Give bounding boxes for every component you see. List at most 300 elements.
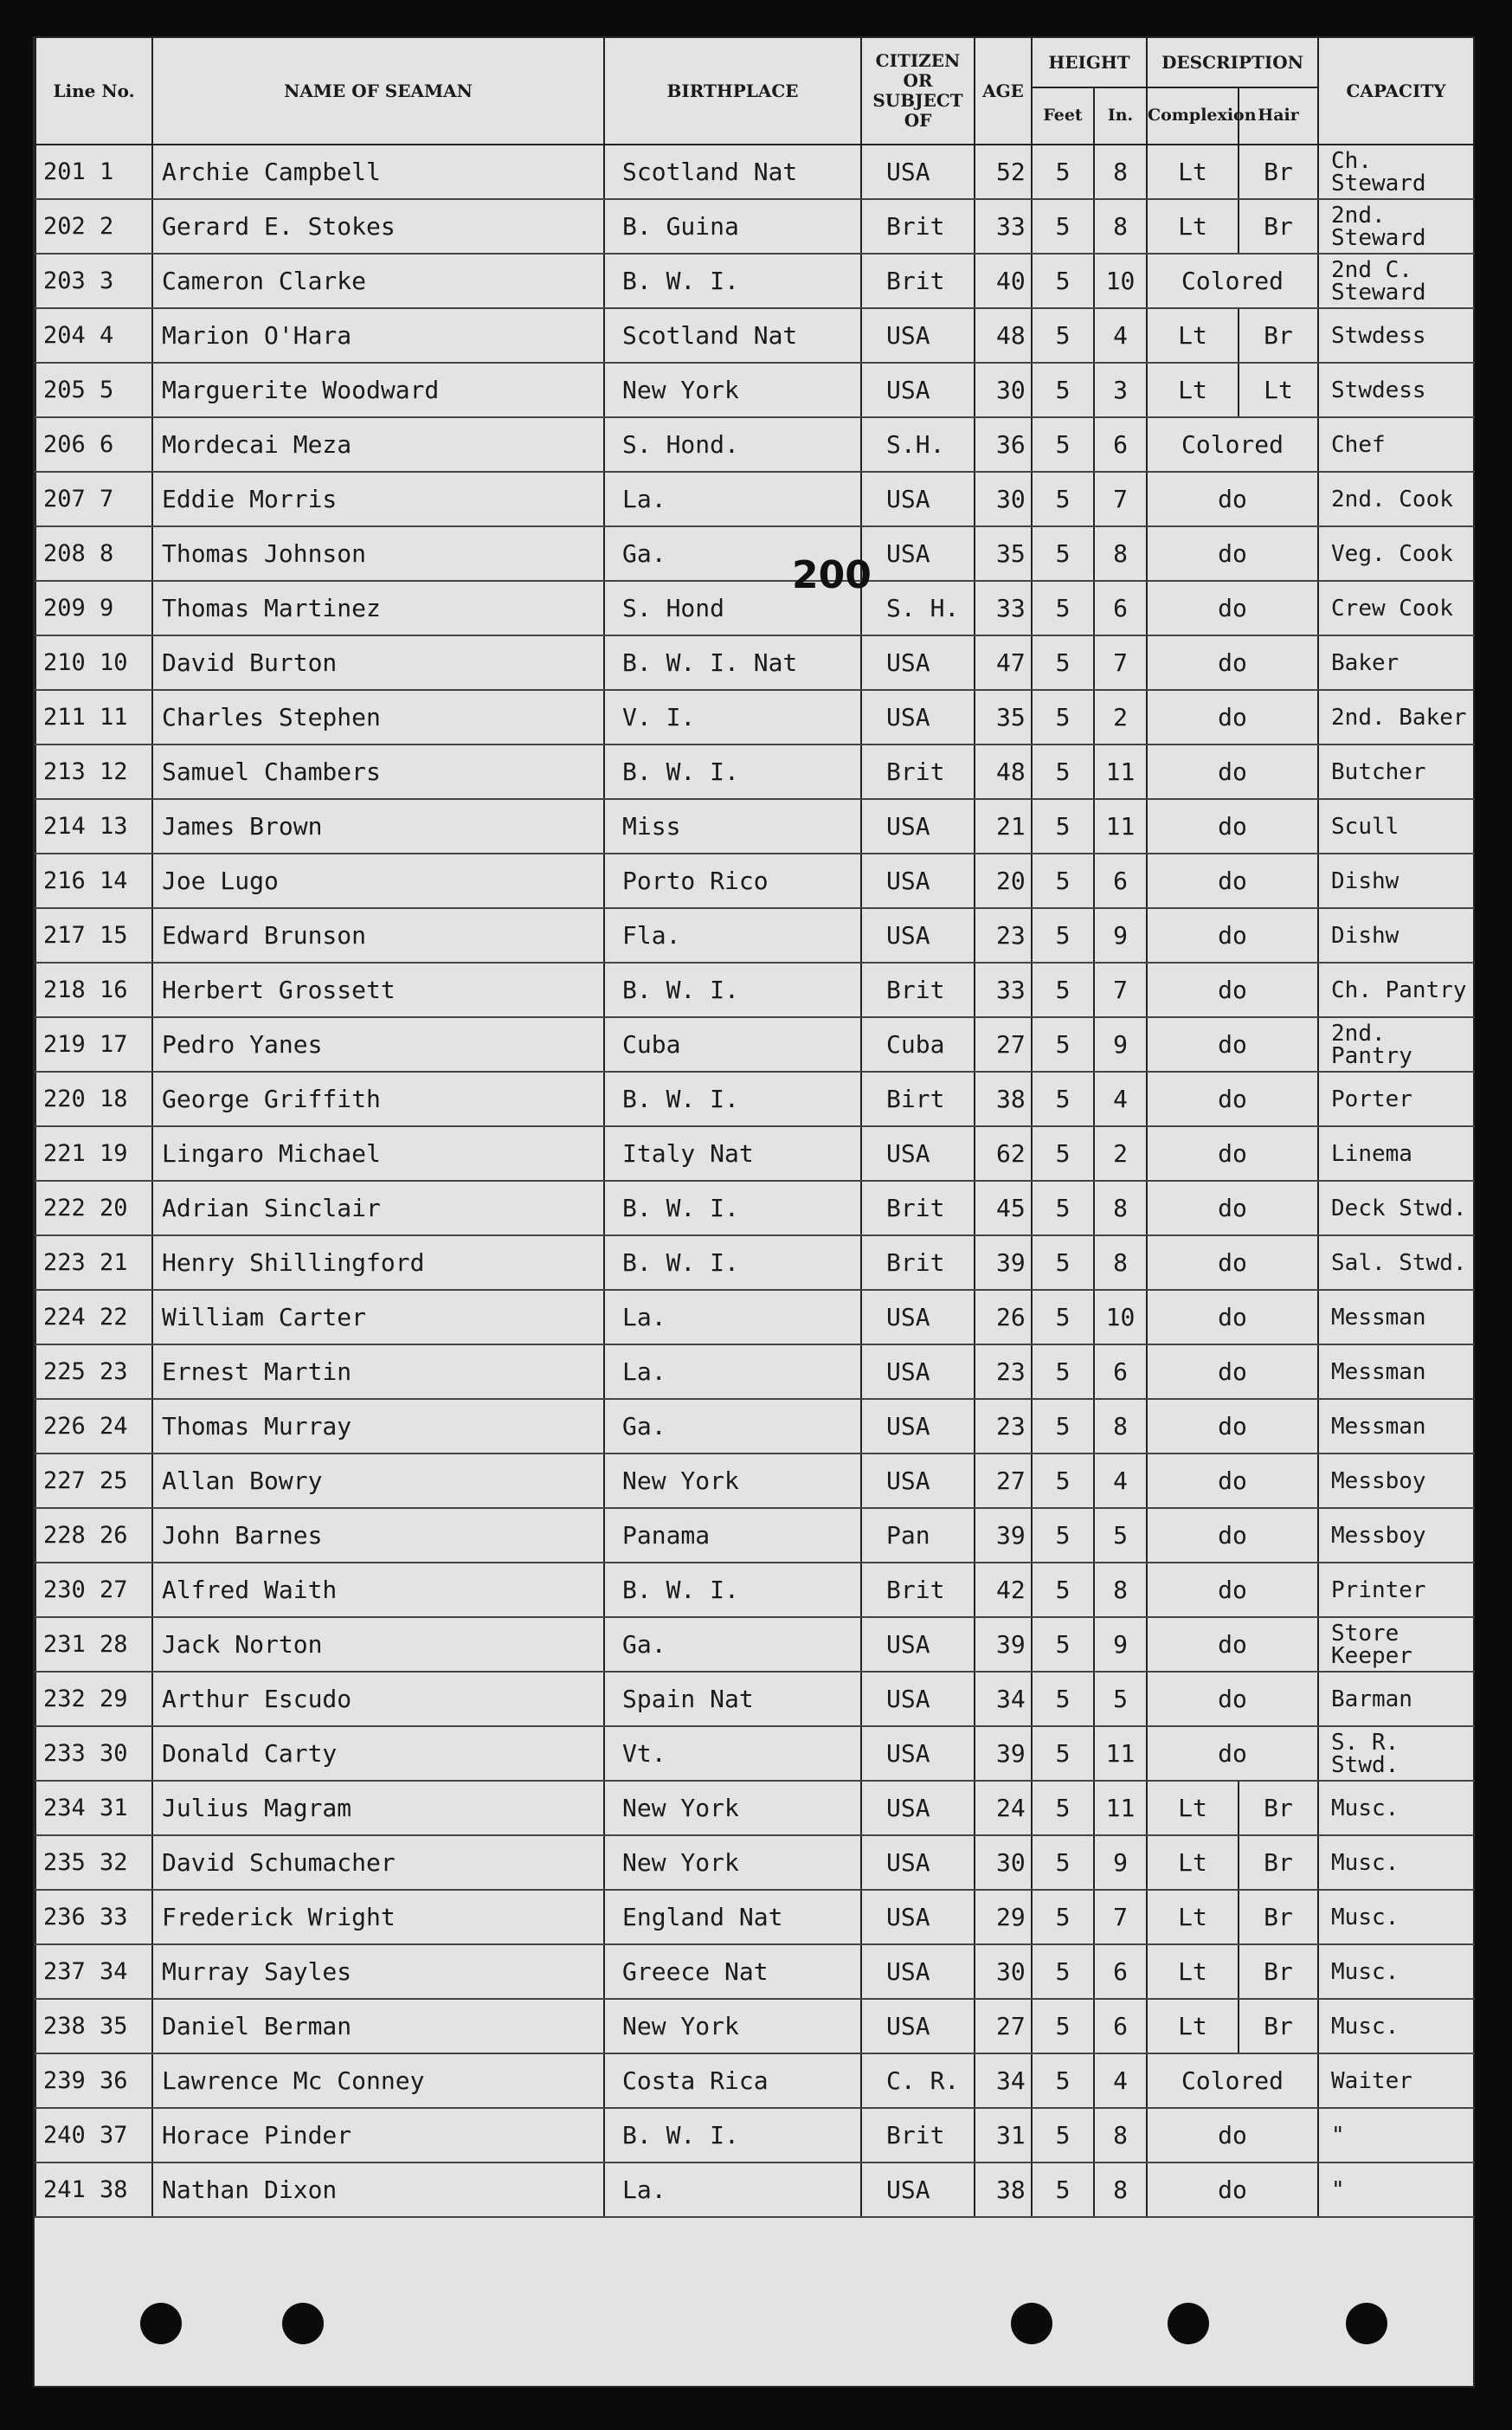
- row-capacity: Ch. Pantry: [1318, 963, 1474, 1017]
- header-capacity: CAPACITY: [1318, 38, 1474, 145]
- row-birthplace: Ga.: [604, 1399, 861, 1453]
- page-stamp-number: 200: [792, 553, 872, 597]
- row-birthplace: Fla.: [604, 908, 861, 963]
- row-capacity: Baker: [1318, 635, 1474, 690]
- row-seaman-name: Thomas Johnson: [152, 526, 604, 581]
- row-line-number: 223 21: [35, 1235, 152, 1290]
- row-capacity: Musc.: [1318, 1944, 1474, 1999]
- header-hair: Hair: [1239, 87, 1318, 145]
- row-citizenship: USA: [861, 1999, 975, 2053]
- row-seaman-name: Pedro Yanes: [152, 1017, 604, 1072]
- row-seaman-name: Murray Sayles: [152, 1944, 604, 1999]
- row-height-feet: 5: [1032, 472, 1094, 526]
- table-row: [35, 254, 1474, 308]
- row-age: 27: [975, 1999, 1032, 2053]
- row-capacity: Stwdess: [1318, 363, 1474, 417]
- header-line-no: Line No.: [35, 38, 152, 145]
- row-height-inches: 4: [1094, 308, 1147, 363]
- row-complexion: do: [1147, 581, 1318, 635]
- row-line-number: 237 34: [35, 1944, 152, 1999]
- row-birthplace: B. W. I.: [604, 744, 861, 799]
- row-seaman-name: Lingaro Michael: [152, 1126, 604, 1181]
- row-age: 27: [975, 1453, 1032, 1508]
- row-seaman-name: Ernest Martin: [152, 1344, 604, 1399]
- row-complexion: do: [1147, 526, 1318, 581]
- row-capacity: 2nd. Pantry: [1318, 1017, 1474, 1072]
- punch-hole: [140, 2303, 182, 2344]
- table-row: [35, 963, 1474, 1017]
- row-age: 23: [975, 1344, 1032, 1399]
- row-complexion: do: [1147, 1726, 1318, 1781]
- row-height-feet: 5: [1032, 2163, 1094, 2217]
- row-citizenship: USA: [861, 308, 975, 363]
- table-row: [35, 635, 1474, 690]
- row-citizenship: C. R.: [861, 2053, 975, 2108]
- row-complexion: do: [1147, 472, 1318, 526]
- row-height-feet: 5: [1032, 908, 1094, 963]
- row-seaman-name: Nathan Dixon: [152, 2163, 604, 2217]
- row-height-feet: 5: [1032, 1835, 1094, 1890]
- row-height-inches: 6: [1094, 854, 1147, 908]
- row-seaman-name: Marguerite Woodward: [152, 363, 604, 417]
- row-height-inches: 4: [1094, 1453, 1147, 1508]
- row-height-feet: 5: [1032, 363, 1094, 417]
- row-age: 23: [975, 1399, 1032, 1453]
- row-height-inches: 9: [1094, 1835, 1147, 1890]
- row-hair: Br: [1239, 1890, 1318, 1944]
- row-line-number: 219 17: [35, 1017, 152, 1072]
- row-capacity: 2nd C. Steward: [1318, 254, 1474, 308]
- row-height-feet: 5: [1032, 1508, 1094, 1563]
- row-height-inches: 8: [1094, 526, 1147, 581]
- row-age: 36: [975, 417, 1032, 472]
- row-citizenship: USA: [861, 1344, 975, 1399]
- row-height-inches: 8: [1094, 199, 1147, 254]
- row-height-inches: 11: [1094, 1726, 1147, 1781]
- row-height-inches: 10: [1094, 254, 1147, 308]
- row-citizenship: USA: [861, 1944, 975, 1999]
- row-height-inches: 9: [1094, 1017, 1147, 1072]
- row-birthplace: Greece Nat: [604, 1944, 861, 1999]
- row-birthplace: Ga.: [604, 526, 861, 581]
- row-birthplace: England Nat: [604, 1890, 861, 1944]
- row-capacity: Musc.: [1318, 1835, 1474, 1890]
- row-hair: Br: [1239, 1944, 1318, 1999]
- table-row: [35, 690, 1474, 744]
- row-line-number: 204 4: [35, 308, 152, 363]
- row-line-number: 231 28: [35, 1617, 152, 1672]
- table-row: [35, 1290, 1474, 1344]
- row-birthplace: Ga.: [604, 1617, 861, 1672]
- row-birthplace: New York: [604, 1999, 861, 2053]
- header-description: DESCRIPTION: [1147, 38, 1318, 87]
- row-birthplace: Cuba: [604, 1017, 861, 1072]
- row-birthplace: B. W. I. Nat: [604, 635, 861, 690]
- header-height: HEIGHT: [1032, 38, 1147, 87]
- row-citizenship: USA: [861, 1726, 975, 1781]
- row-capacity: Barman: [1318, 1672, 1474, 1726]
- row-age: 48: [975, 308, 1032, 363]
- row-seaman-name: Frederick Wright: [152, 1890, 604, 1944]
- row-line-number: 217 15: [35, 908, 152, 963]
- row-line-number: 226 24: [35, 1399, 152, 1453]
- row-birthplace: New York: [604, 1453, 861, 1508]
- row-line-number: 241 38: [35, 2163, 152, 2217]
- row-line-number: 207 7: [35, 472, 152, 526]
- row-height-feet: 5: [1032, 635, 1094, 690]
- row-citizenship: Brit: [861, 1181, 975, 1235]
- row-birthplace: B. W. I.: [604, 254, 861, 308]
- row-height-inches: 11: [1094, 799, 1147, 854]
- row-age: 27: [975, 1017, 1032, 1072]
- row-complexion: do: [1147, 744, 1318, 799]
- row-citizenship: Brit: [861, 1235, 975, 1290]
- row-birthplace: Costa Rica: [604, 2053, 861, 2108]
- row-line-number: 214 13: [35, 799, 152, 854]
- header-birthplace: BIRTHPLACE: [604, 38, 861, 145]
- row-complexion: do: [1147, 1617, 1318, 1672]
- row-seaman-name: George Griffith: [152, 1072, 604, 1126]
- row-complexion: do: [1147, 2163, 1318, 2217]
- row-height-feet: 5: [1032, 1944, 1094, 1999]
- row-citizenship: Brit: [861, 963, 975, 1017]
- row-line-number: 224 22: [35, 1290, 152, 1344]
- row-height-feet: 5: [1032, 963, 1094, 1017]
- row-height-feet: 5: [1032, 744, 1094, 799]
- row-age: 52: [975, 145, 1032, 199]
- row-complexion: do: [1147, 2108, 1318, 2163]
- row-line-number: 220 18: [35, 1072, 152, 1126]
- row-seaman-name: David Burton: [152, 635, 604, 690]
- table-row: [35, 1453, 1474, 1508]
- row-seaman-name: Alfred Waith: [152, 1563, 604, 1617]
- row-complexion: do: [1147, 1126, 1318, 1181]
- row-line-number: 225 23: [35, 1344, 152, 1399]
- row-complexion: Lt: [1147, 199, 1239, 254]
- table-row: [35, 1890, 1474, 1944]
- row-citizenship: USA: [861, 2163, 975, 2217]
- row-age: 39: [975, 1726, 1032, 1781]
- row-seaman-name: Henry Shillingford: [152, 1235, 604, 1290]
- row-seaman-name: William Carter: [152, 1290, 604, 1344]
- row-height-inches: 9: [1094, 908, 1147, 963]
- row-height-feet: 5: [1032, 526, 1094, 581]
- row-birthplace: Panama: [604, 1508, 861, 1563]
- table-row: [35, 526, 1474, 581]
- row-height-feet: 5: [1032, 690, 1094, 744]
- row-capacity: Crew Cook: [1318, 581, 1474, 635]
- table-row: [35, 1017, 1474, 1072]
- row-capacity: 2nd. Baker: [1318, 690, 1474, 744]
- row-seaman-name: Joe Lugo: [152, 854, 604, 908]
- row-citizenship: Pan: [861, 1508, 975, 1563]
- row-citizenship: Cuba: [861, 1017, 975, 1072]
- row-citizenship: USA: [861, 472, 975, 526]
- row-capacity: Messboy: [1318, 1453, 1474, 1508]
- row-capacity: 2nd. Cook: [1318, 472, 1474, 526]
- row-height-inches: 3: [1094, 363, 1147, 417]
- row-complexion: do: [1147, 690, 1318, 744]
- row-age: 29: [975, 1890, 1032, 1944]
- row-complexion: do: [1147, 1563, 1318, 1617]
- row-complexion: Lt: [1147, 308, 1239, 363]
- row-height-inches: 8: [1094, 2108, 1147, 2163]
- row-birthplace: Scotland Nat: [604, 308, 861, 363]
- table-row: [35, 1617, 1474, 1672]
- row-seaman-name: James Brown: [152, 799, 604, 854]
- row-height-feet: 5: [1032, 199, 1094, 254]
- row-age: 39: [975, 1508, 1032, 1563]
- header-inches: In.: [1094, 87, 1147, 145]
- row-height-inches: 7: [1094, 1890, 1147, 1944]
- row-citizenship: USA: [861, 1617, 975, 1672]
- row-complexion: do: [1147, 1508, 1318, 1563]
- row-line-number: 232 29: [35, 1672, 152, 1726]
- row-height-feet: 5: [1032, 1672, 1094, 1726]
- row-line-number: 240 37: [35, 2108, 152, 2163]
- row-complexion: do: [1147, 854, 1318, 908]
- row-line-number: 211 11: [35, 690, 152, 744]
- row-seaman-name: Allan Bowry: [152, 1453, 604, 1508]
- row-height-inches: 2: [1094, 1126, 1147, 1181]
- header-age: AGE: [975, 38, 1032, 145]
- row-height-feet: 5: [1032, 308, 1094, 363]
- row-seaman-name: Adrian Sinclair: [152, 1181, 604, 1235]
- row-citizenship: Brit: [861, 254, 975, 308]
- row-height-feet: 5: [1032, 1017, 1094, 1072]
- row-complexion: do: [1147, 799, 1318, 854]
- table-row: [35, 744, 1474, 799]
- header-feet: Feet: [1032, 87, 1094, 145]
- row-seaman-name: Julius Magram: [152, 1781, 604, 1835]
- row-citizenship: Brit: [861, 2108, 975, 2163]
- row-age: 47: [975, 635, 1032, 690]
- row-height-feet: 5: [1032, 1563, 1094, 1617]
- table-row: [35, 417, 1474, 472]
- row-height-inches: 8: [1094, 1399, 1147, 1453]
- row-height-inches: 8: [1094, 1181, 1147, 1235]
- row-capacity: ": [1318, 2108, 1474, 2163]
- row-height-inches: 7: [1094, 963, 1147, 1017]
- row-complexion: Lt: [1147, 363, 1239, 417]
- table-row: [35, 854, 1474, 908]
- row-birthplace: B. W. I.: [604, 1235, 861, 1290]
- row-age: 24: [975, 1781, 1032, 1835]
- row-complexion: do: [1147, 908, 1318, 963]
- row-height-inches: 8: [1094, 2163, 1147, 2217]
- row-height-feet: 5: [1032, 1453, 1094, 1508]
- row-line-number: 234 31: [35, 1781, 152, 1835]
- row-citizenship: Brit: [861, 199, 975, 254]
- row-height-inches: 7: [1094, 635, 1147, 690]
- row-citizenship: USA: [861, 363, 975, 417]
- row-height-inches: 6: [1094, 1344, 1147, 1399]
- row-capacity: Linema: [1318, 1126, 1474, 1181]
- row-complexion: do: [1147, 635, 1318, 690]
- row-age: 26: [975, 1290, 1032, 1344]
- row-height-inches: 11: [1094, 744, 1147, 799]
- row-age: 30: [975, 363, 1032, 417]
- row-capacity: Musc.: [1318, 1781, 1474, 1835]
- row-height-feet: 5: [1032, 417, 1094, 472]
- row-line-number: 203 3: [35, 254, 152, 308]
- row-height-inches: 6: [1094, 1944, 1147, 1999]
- punch-hole: [1346, 2303, 1387, 2344]
- row-height-feet: 5: [1032, 145, 1094, 199]
- row-line-number: 228 26: [35, 1508, 152, 1563]
- row-birthplace: B. W. I.: [604, 1072, 861, 1126]
- table-row: [35, 908, 1474, 963]
- row-capacity: Butcher: [1318, 744, 1474, 799]
- row-seaman-name: Arthur Escudo: [152, 1672, 604, 1726]
- row-capacity: Dishw: [1318, 908, 1474, 963]
- row-seaman-name: Jack Norton: [152, 1617, 604, 1672]
- row-complexion: Lt: [1147, 145, 1239, 199]
- row-capacity: Sal. Stwd.: [1318, 1235, 1474, 1290]
- row-seaman-name: Charles Stephen: [152, 690, 604, 744]
- row-height-inches: 10: [1094, 1290, 1147, 1344]
- crew-list-sheet: [33, 36, 1475, 2388]
- table-row: [35, 2053, 1474, 2108]
- row-age: 23: [975, 908, 1032, 963]
- row-capacity: Messboy: [1318, 1508, 1474, 1563]
- row-height-inches: 6: [1094, 417, 1147, 472]
- row-age: 21: [975, 799, 1032, 854]
- row-birthplace: B. W. I.: [604, 1563, 861, 1617]
- row-height-feet: 5: [1032, 1999, 1094, 2053]
- row-height-inches: 2: [1094, 690, 1147, 744]
- row-complexion: do: [1147, 1290, 1318, 1344]
- table-row: [35, 1944, 1474, 1999]
- row-capacity: Store Keeper: [1318, 1617, 1474, 1672]
- table-row: [35, 1399, 1474, 1453]
- row-capacity: Scull: [1318, 799, 1474, 854]
- row-line-number: 230 27: [35, 1563, 152, 1617]
- row-age: 45: [975, 1181, 1032, 1235]
- row-line-number: 210 10: [35, 635, 152, 690]
- header-citizen: CITIZEN OR SUBJECT OF: [861, 38, 975, 145]
- row-age: 31: [975, 2108, 1032, 2163]
- header-complexion: Complexion: [1147, 87, 1239, 145]
- row-height-feet: 5: [1032, 1890, 1094, 1944]
- row-citizenship: USA: [861, 1890, 975, 1944]
- row-complexion: do: [1147, 1181, 1318, 1235]
- row-birthplace: Porto Rico: [604, 854, 861, 908]
- row-birthplace: B. Guina: [604, 199, 861, 254]
- row-line-number: 233 30: [35, 1726, 152, 1781]
- row-age: 40: [975, 254, 1032, 308]
- row-capacity: Musc.: [1318, 1890, 1474, 1944]
- row-height-inches: 11: [1094, 1781, 1147, 1835]
- row-height-feet: 5: [1032, 2053, 1094, 2108]
- table-row: [35, 472, 1474, 526]
- row-line-number: 205 5: [35, 363, 152, 417]
- row-height-inches: 8: [1094, 1563, 1147, 1617]
- row-height-feet: 5: [1032, 2108, 1094, 2163]
- crew-table: [35, 38, 1475, 2218]
- table-row: [35, 145, 1474, 199]
- row-line-number: 236 33: [35, 1890, 152, 1944]
- row-line-number: 222 20: [35, 1181, 152, 1235]
- row-hair: Br: [1239, 308, 1318, 363]
- table-row: [35, 1344, 1474, 1399]
- row-citizenship: USA: [861, 690, 975, 744]
- row-line-number: 209 9: [35, 581, 152, 635]
- table-row: [35, 1508, 1474, 1563]
- row-capacity: 2nd. Steward: [1318, 199, 1474, 254]
- row-hair: Br: [1239, 1835, 1318, 1890]
- row-age: 33: [975, 199, 1032, 254]
- row-height-feet: 5: [1032, 1235, 1094, 1290]
- row-capacity: Messman: [1318, 1399, 1474, 1453]
- row-height-inches: 9: [1094, 1617, 1147, 1672]
- row-line-number: 208 8: [35, 526, 152, 581]
- row-age: 39: [975, 1235, 1032, 1290]
- row-birthplace: La.: [604, 1290, 861, 1344]
- row-capacity: ": [1318, 2163, 1474, 2217]
- row-citizenship: USA: [861, 1126, 975, 1181]
- row-seaman-name: Archie Campbell: [152, 145, 604, 199]
- table-row: [35, 1181, 1474, 1235]
- row-complexion: Lt: [1147, 1781, 1239, 1835]
- row-height-feet: 5: [1032, 581, 1094, 635]
- row-hair: Lt: [1239, 363, 1318, 417]
- row-citizenship: USA: [861, 1290, 975, 1344]
- row-age: 38: [975, 2163, 1032, 2217]
- row-age: 62: [975, 1126, 1032, 1181]
- row-seaman-name: Thomas Martinez: [152, 581, 604, 635]
- row-line-number: 213 12: [35, 744, 152, 799]
- row-birthplace: B. W. I.: [604, 1181, 861, 1235]
- row-seaman-name: David Schumacher: [152, 1835, 604, 1890]
- row-seaman-name: John Barnes: [152, 1508, 604, 1563]
- row-age: 33: [975, 581, 1032, 635]
- row-height-inches: 4: [1094, 2053, 1147, 2108]
- row-age: 30: [975, 1835, 1032, 1890]
- row-birthplace: New York: [604, 1781, 861, 1835]
- row-age: 33: [975, 963, 1032, 1017]
- row-capacity: Porter: [1318, 1072, 1474, 1126]
- row-hair: Br: [1239, 145, 1318, 199]
- row-complexion: Lt: [1147, 1890, 1239, 1944]
- row-capacity: Veg. Cook: [1318, 526, 1474, 581]
- row-birthplace: B. W. I.: [604, 963, 861, 1017]
- row-capacity: S. R. Stwd.: [1318, 1726, 1474, 1781]
- row-complexion: do: [1147, 963, 1318, 1017]
- row-age: 35: [975, 690, 1032, 744]
- row-age: 30: [975, 472, 1032, 526]
- row-age: 35: [975, 526, 1032, 581]
- row-citizenship: Brit: [861, 744, 975, 799]
- row-complexion: do: [1147, 1344, 1318, 1399]
- row-birthplace: New York: [604, 1835, 861, 1890]
- table-row: [35, 1835, 1474, 1890]
- row-complexion: Colored: [1147, 254, 1318, 308]
- row-age: 34: [975, 2053, 1032, 2108]
- row-birthplace: New York: [604, 363, 861, 417]
- table-row: [35, 199, 1474, 254]
- row-capacity: Messman: [1318, 1290, 1474, 1344]
- row-complexion: Colored: [1147, 417, 1318, 472]
- row-capacity: Deck Stwd.: [1318, 1181, 1474, 1235]
- row-seaman-name: Thomas Murray: [152, 1399, 604, 1453]
- row-birthplace: Vt.: [604, 1726, 861, 1781]
- row-capacity: Musc.: [1318, 1999, 1474, 2053]
- table-row: [35, 1126, 1474, 1181]
- table-row: [35, 799, 1474, 854]
- table-row: [35, 1235, 1474, 1290]
- row-seaman-name: Edward Brunson: [152, 908, 604, 963]
